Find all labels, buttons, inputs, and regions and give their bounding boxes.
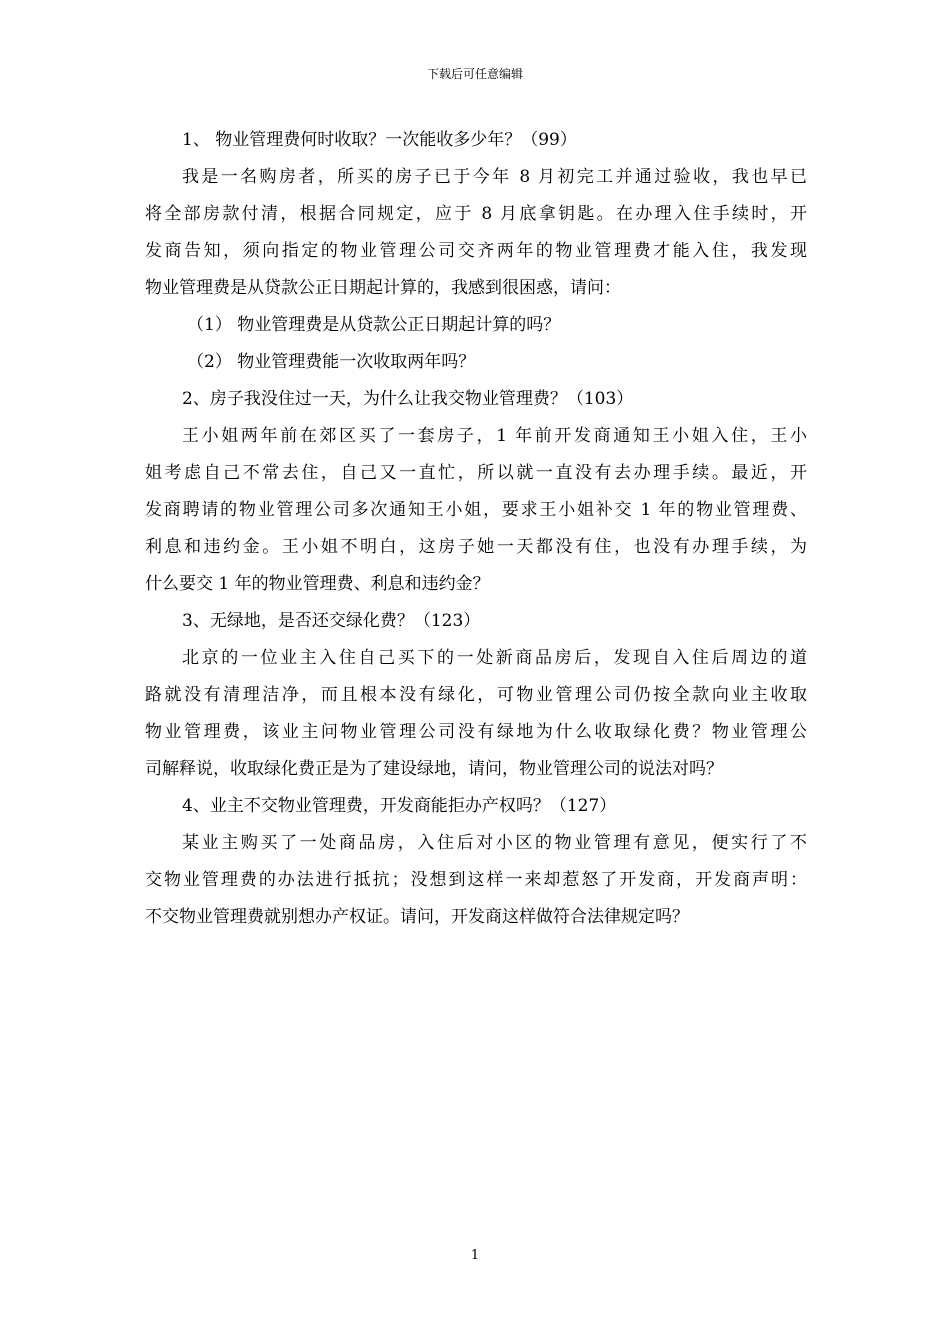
question-heading-3: 3、无绿地，是否还交绿化费？（123） [182, 611, 481, 631]
page-number: 1 [470, 1248, 480, 1263]
paragraph-line: 姐考虑自己不常去住，自己又一直忙，所以就一直没有去办理手续。最近，开 [145, 463, 807, 483]
paragraph-line: 利息和违约金。王小姐不明白，这房子她一天都没有住，也没有办理手续，为 [145, 537, 807, 557]
paragraph-line: 我是一名购房者，所买的房子已于今年 8 月初完工并通过验收，我也早已 [182, 167, 807, 187]
paragraph-line: 物业管理费，该业主问物业管理公司没有绿地为什么收取绿化费？物业管理公 [145, 722, 807, 742]
paragraph-line: 什么要交 1 年的物业管理费、利息和违约金？ [145, 574, 490, 594]
paragraph-line: 某业主购买了一处商品房，入住后对小区的物业管理有意见，便实行了不 [182, 833, 807, 853]
page-header: 下载后可任意编辑 [426, 67, 523, 81]
paragraph-line: 将全部房款付清，根据合同规定，应于 8 月底拿钥匙。在办理入住手续时，开 [145, 204, 807, 224]
paragraph-line: 不交物业管理费就别想办产权证。请问，开发商这样做符合法律规定吗？ [145, 907, 689, 927]
question-heading-2: 2、房子我没住过一天，为什么让我交物业管理费？（103） [182, 389, 634, 409]
paragraph-line: 发商告知，须向指定的物业管理公司交齐两年的物业管理费才能入住，我发现 [145, 241, 807, 261]
paragraph-line: 司解释说，收取绿化费正是为了建设绿地，请问，物业管理公司的说法对吗？ [145, 759, 723, 779]
document-body [145, 122, 807, 936]
paragraph-line: 路就没有清理洁净，而且根本没有绿化，可物业管理公司仍按全款向业主收取 [145, 685, 807, 705]
paragraph-line: 发商聘请的物业管理公司多次通知王小姐，要求王小姐补交 1 年的物业管理费、 [145, 500, 807, 520]
paragraph-line: 王小姐两年前在郊区买了一套房子，1 年前开发商通知王小姐入住，王小 [182, 426, 807, 446]
sub-question-1: （1） 物业管理费是从贷款公正日期起计算的吗？ [187, 315, 561, 335]
paragraph-line: 北京的一位业主入住自己买下的一处新商品房后，发现自入住后周边的道 [182, 648, 807, 668]
question-heading-4: 4、业主不交物业管理费，开发商能拒办产权吗？（127） [182, 796, 617, 816]
paragraph-line: 交物业管理费的办法进行抵抗；没想到这样一来却惹怒了开发商，开发商声明： [145, 870, 807, 890]
paragraph-line: 物业管理费是从贷款公正日期起计算的，我感到很困惑，请问： [145, 278, 621, 298]
question-heading-1: 1、 物业管理费何时收取？一次能收多少年？（99） [182, 130, 577, 150]
sub-question-2: （2） 物业管理费能一次收取两年吗？ [187, 352, 476, 372]
